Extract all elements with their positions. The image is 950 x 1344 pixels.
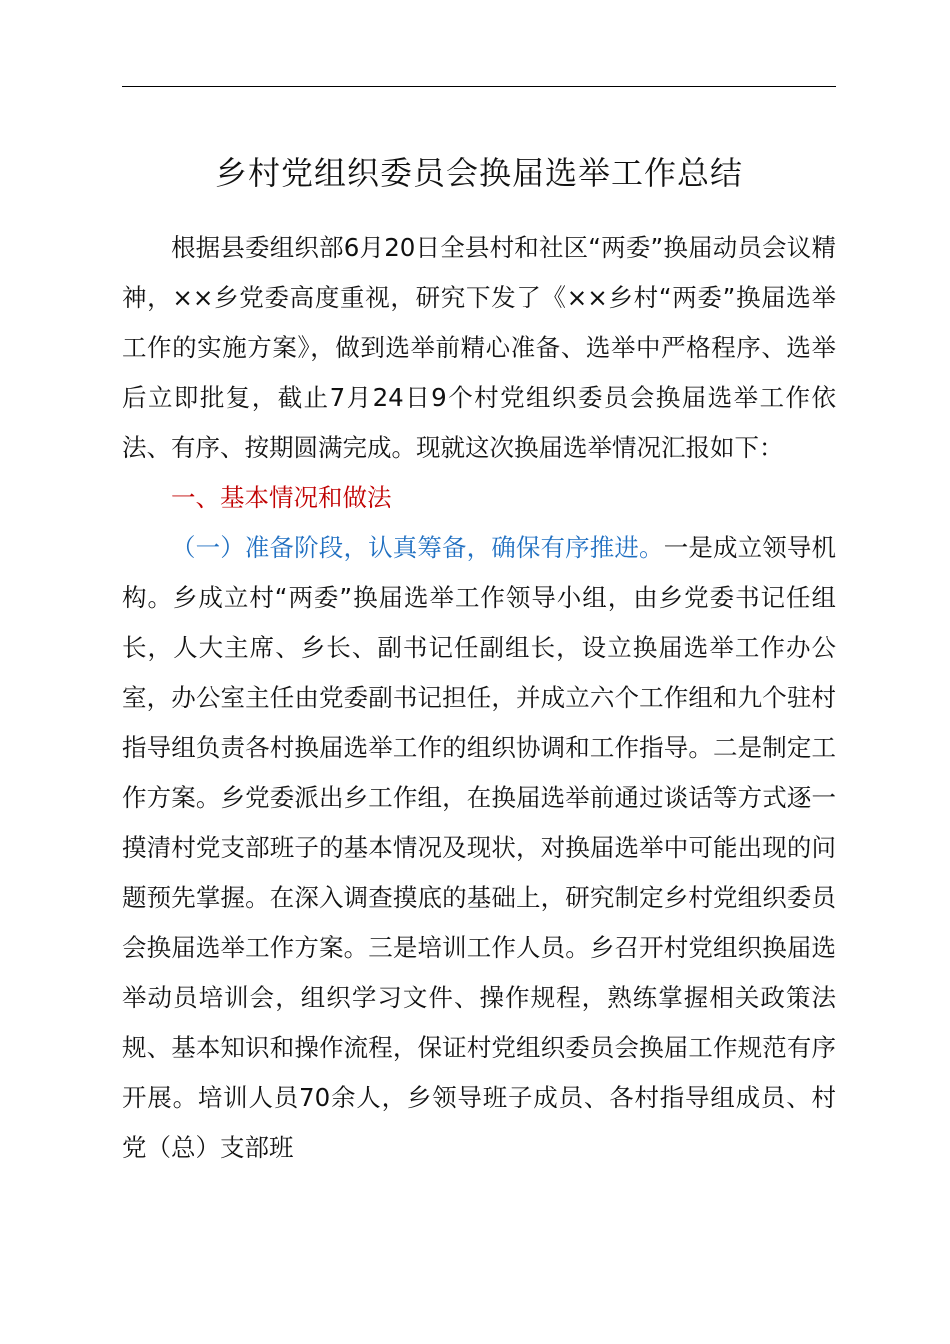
subsection-heading-preparation: （一）准备阶段，认真筹备，确保有序推进。 [171,533,664,562]
intro-paragraph: 根据县委组织部6月20日全县村和社区“两委”换届动员会议精神，××乡党委高度重视，研究下发了《××乡村“两委”换届选举工作的实施方案》，做到选举前精心准备、选举中严格程序、选举后立即批复，截止7月24日9个村党组织委员会换届选举工作依法、有序、按期圆满完成。现就这次换届选举情况汇报如下： [122,233,836,462]
header-rule [122,86,836,87]
document-body [122,223,836,1173]
subsection-body-preparation: 一是成立领导机构。乡成立村“两委”换届选举工作领导小组，由乡党委书记任组长，人大主席、乡长、副书记任副组长，设立换届选举工作办公室，办公室主任由党委副书记担任，并成立六个工作组和九个驻村指导组负责各村换届选举工作的组织协调和工作指导。二是制定工作方案。乡党委派出乡工作组，在换届选举前通过谈话等方式逐一摸清村党支部班子的基本情况及现状，对换届选举中可能出现的问题预先掌握。在深入调查摸底的基础上，研究制定乡村党组织委员会换届选举工作方案。三是培训工作人员。乡召开村党组织换届选举动员培训会，组织学习文件、操作规程，熟练掌握相关政策法规、基本知识和操作流程，保证村党组织委员会换届工作规范有序开展。培训人员70余人，乡领导班子成员、各村指导组成员、村党（总）支部班 [122,533,837,1162]
document-title: 乡村党组织委员会换届选举工作总结 [214,154,743,192]
subsection-paragraph-preparation [122,523,836,1173]
section-heading-basic-situation: 一、基本情况和做法 [171,483,392,512]
